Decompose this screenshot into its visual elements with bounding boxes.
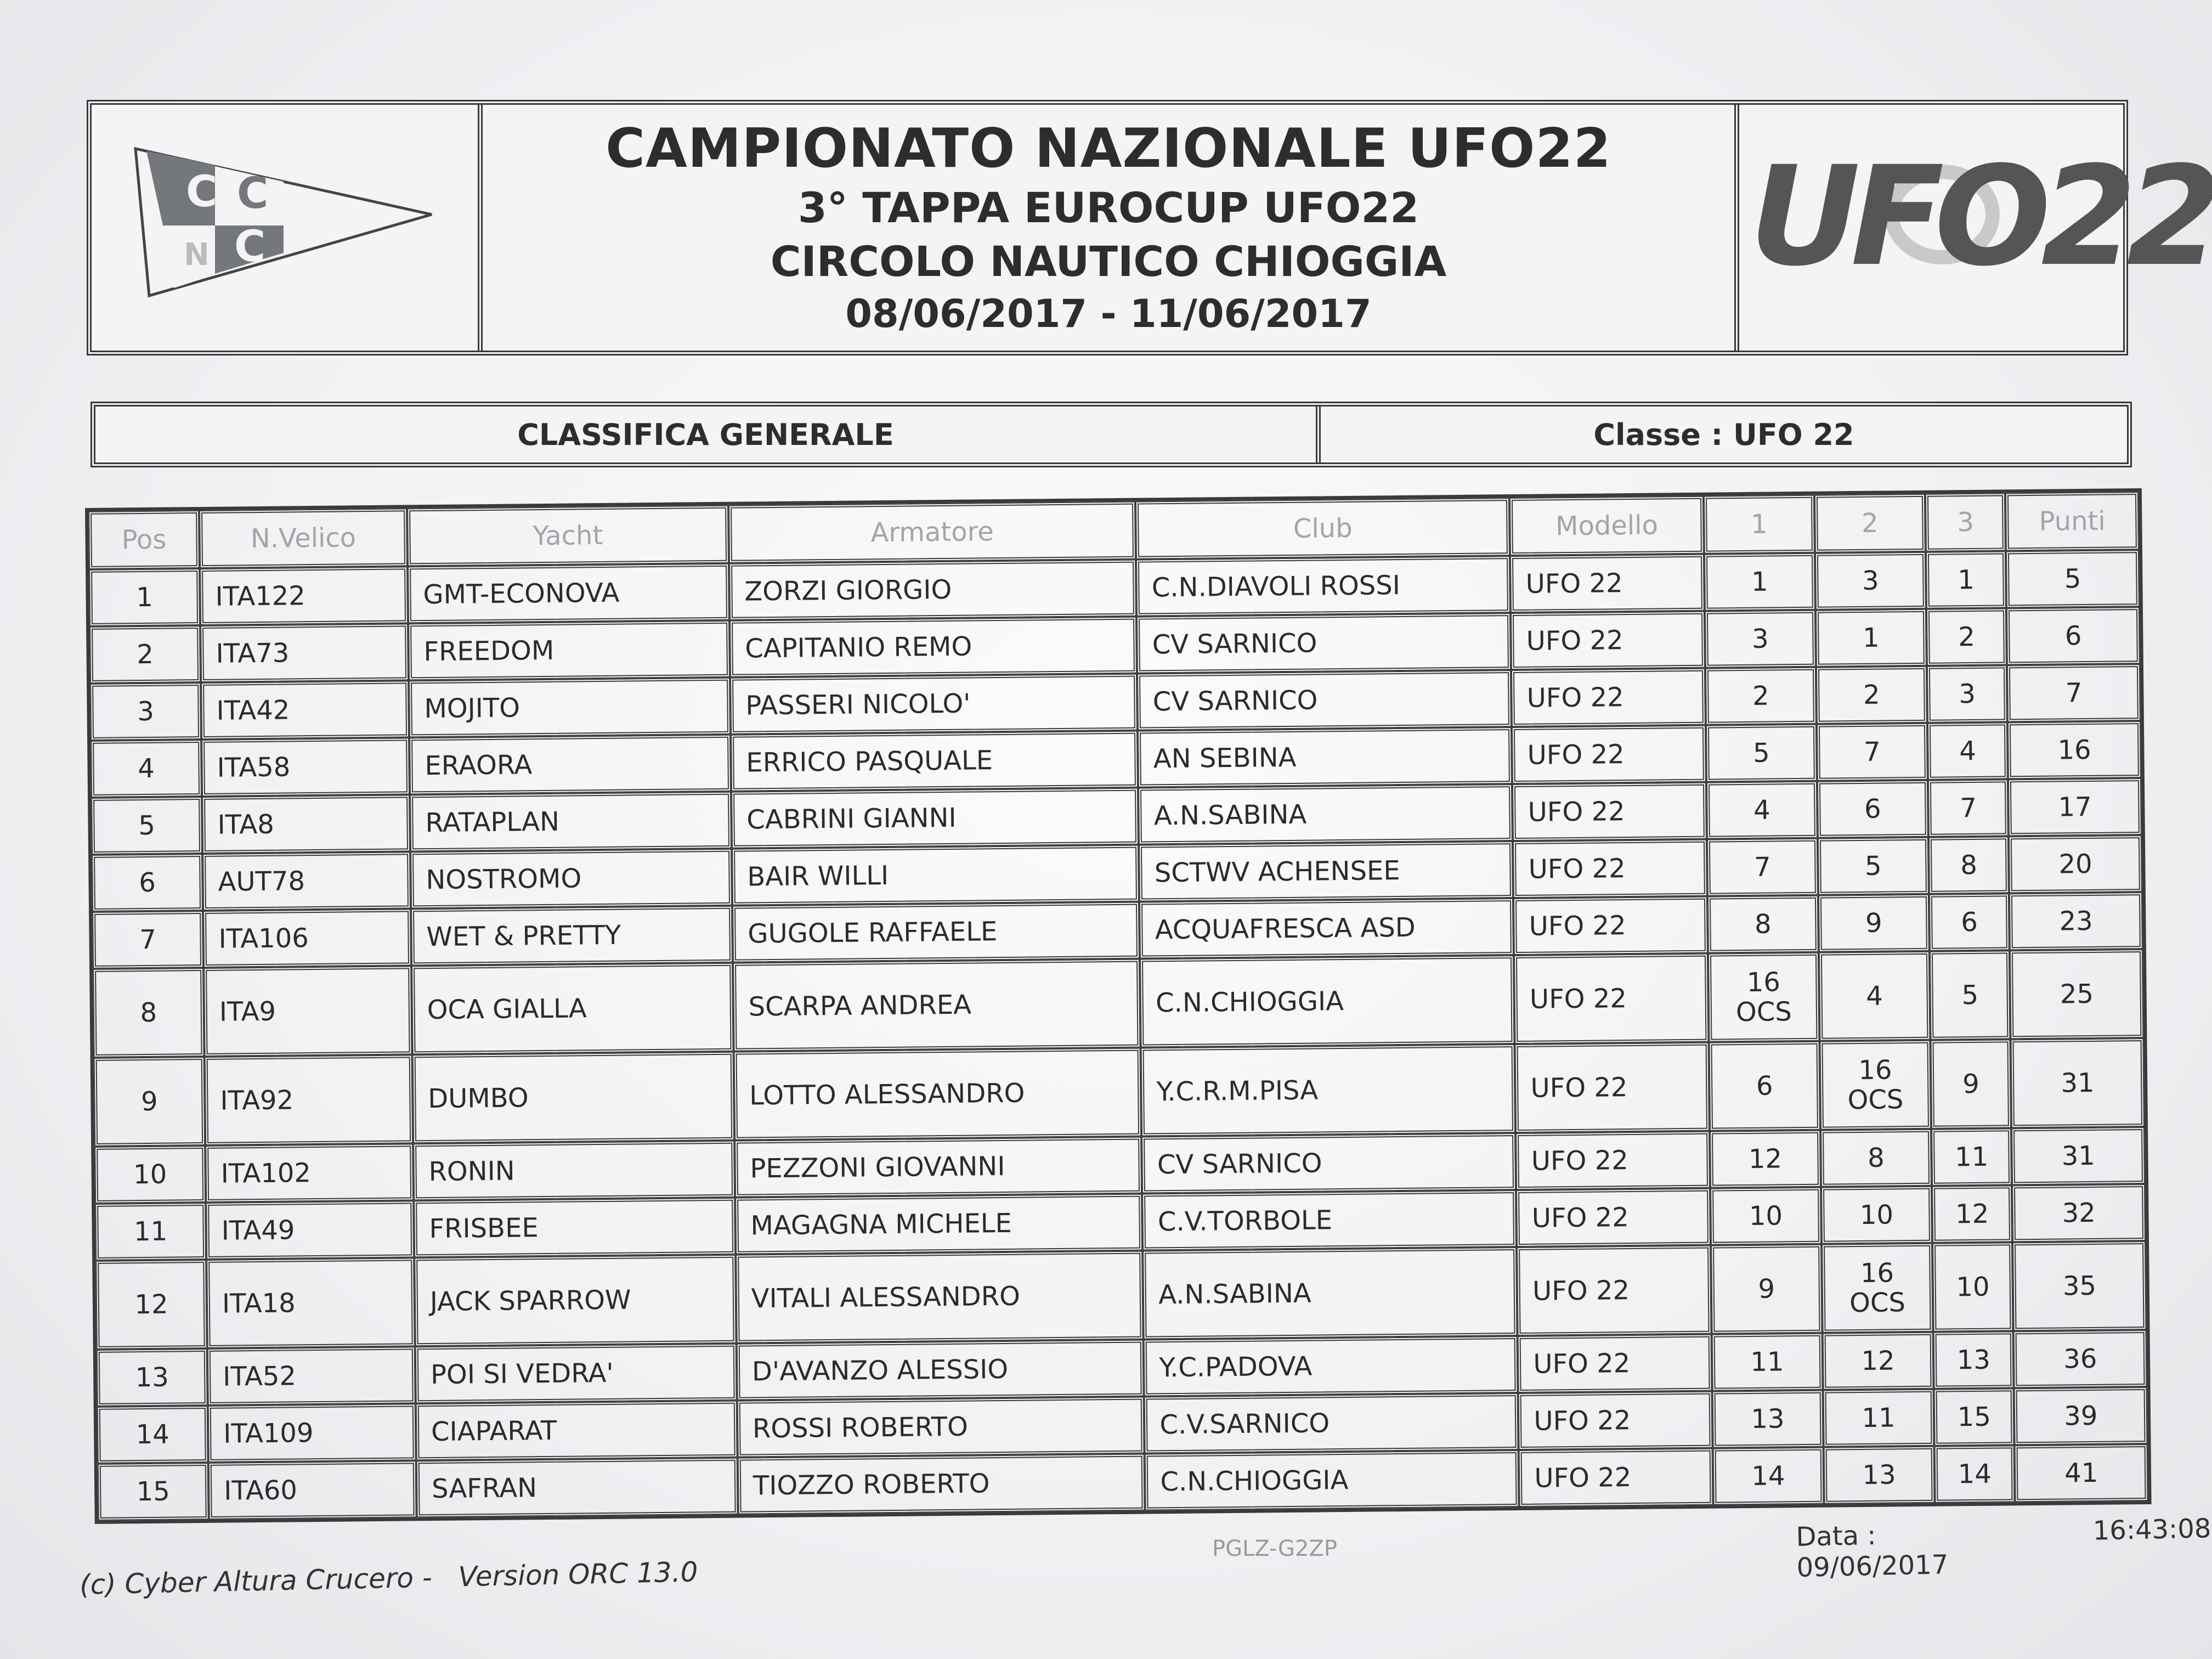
cell-pos: 3: [90, 682, 201, 741]
cell-race-3: 13: [1933, 1331, 2014, 1389]
cell-sail-number: ITA60: [208, 1460, 417, 1520]
organizer-name: CIRCOLO NAUTICO CHIOGGIA: [770, 237, 1447, 286]
cell-race-1: 3: [1705, 610, 1816, 668]
cell-race-1: 2: [1705, 667, 1817, 725]
cell-race-3: 7: [1928, 779, 2009, 837]
cell-race-2: [1821, 1243, 1933, 1333]
cell-model: UFO 22: [1514, 953, 1708, 1044]
print-timestamp: [1796, 1513, 2212, 1583]
results-table-wrapper: [85, 488, 2179, 1524]
cell-club: CV SARNICO: [1136, 613, 1511, 674]
cell-yacht: SAFRAN: [416, 1458, 738, 1518]
cell-race-1: 8: [1707, 895, 1819, 953]
cell-race-3: 3: [1927, 665, 2007, 723]
cell-sail-number: ITA18: [206, 1257, 415, 1348]
cell-race-2: 6: [1817, 780, 1928, 838]
cell-race-2: 8: [1820, 1129, 1932, 1187]
column-header-points: Punti: [2005, 492, 2139, 551]
cell-owner: ERRICO PASQUALE: [731, 731, 1139, 792]
cell-sail-number: ITA73: [200, 623, 409, 682]
cell-points: 32: [2012, 1184, 2146, 1242]
cell-race-2: 2: [1816, 666, 1927, 724]
cell-owner: PEZZONI GIOVANNI: [734, 1137, 1142, 1198]
cell-pos: 1: [89, 568, 200, 627]
column-header-yacht: Yacht: [407, 505, 729, 567]
cell-points: 25: [2010, 949, 2143, 1039]
cell-yacht: CIAPARAT: [416, 1401, 738, 1461]
cell-pos: 8: [93, 968, 205, 1058]
cell-sail-number: ITA49: [206, 1200, 414, 1260]
championship-title: CAMPIONATO NAZIONALE UFO22: [606, 117, 1611, 180]
cell-owner: CABRINI GIANNI: [731, 788, 1139, 849]
cell-model: UFO 22: [1512, 725, 1706, 784]
cell-club: C.V.TORBOLE: [1142, 1190, 1517, 1251]
cell-yacht: RONIN: [413, 1141, 735, 1201]
cell-owner: ROSSI ROBERTO: [737, 1397, 1145, 1458]
cell-pos: 12: [95, 1260, 207, 1350]
cell-model: UFO 22: [1511, 668, 1706, 727]
svg-text:C: C: [237, 169, 269, 218]
column-header-pos: Pos: [88, 510, 200, 569]
cell-sail-number: ITA58: [201, 737, 410, 797]
cell-race-3: 1: [1926, 551, 2006, 608]
cell-sail-number: ITA92: [205, 1054, 413, 1146]
cell-sail-number: ITA9: [203, 966, 412, 1057]
cell-model: UFO 22: [1511, 611, 1705, 670]
cell-club: AN SEBINA: [1138, 727, 1512, 788]
cell-race-3: 10: [1932, 1242, 2013, 1331]
ranking-title: CLASSIFICA GENERALE: [95, 407, 1321, 462]
cell-club: Y.C.PADOVA: [1144, 1336, 1518, 1397]
championship-title-block: [483, 105, 1739, 351]
cell-yacht: WET & PRETTY: [411, 906, 733, 966]
cell-points: 39: [2014, 1387, 2148, 1445]
cell-race-1: 11: [1711, 1333, 1823, 1391]
cell-race-1: 13: [1712, 1390, 1823, 1448]
print-time: 16:43:08: [2092, 1513, 2211, 1547]
cell-owner: TIOZZO ROBERTO: [738, 1454, 1146, 1515]
cell-yacht: RATAPLAN: [410, 792, 732, 852]
cell-race-1: 12: [1710, 1130, 1821, 1188]
cell-model: UFO 22: [1512, 782, 1707, 841]
cell-race-2: 12: [1823, 1332, 1934, 1390]
cell-points: 6: [2006, 607, 2140, 665]
cell-pos: 6: [92, 854, 203, 912]
cell-points: 31: [2011, 1127, 2145, 1185]
cell-points: 5: [2006, 550, 2140, 608]
cell-sail-number: ITA109: [208, 1403, 416, 1463]
cell-race-1: 6: [1708, 1041, 1820, 1131]
results-table-body: [89, 550, 2148, 1521]
cell-race-3: 12: [1932, 1185, 2012, 1243]
ranking-section-bar: [90, 402, 2132, 467]
cell-yacht: DUMBO: [412, 1052, 734, 1144]
svg-text:N: N: [184, 237, 210, 273]
cell-club: A.N.SABINA: [1138, 784, 1513, 845]
cell-club: ACQUAFRESCA ASD: [1139, 898, 1514, 959]
ufo22-logo-icon: [1745, 137, 2212, 308]
penalty-code: OCS: [1735, 996, 1792, 1028]
cell-sail-number: ITA42: [201, 680, 409, 740]
column-header-race-1: 1: [1704, 495, 1815, 554]
cell-sail-number: ITA122: [200, 566, 408, 625]
cell-points: 36: [2013, 1330, 2147, 1388]
cell-yacht: JACK SPARROW: [414, 1255, 736, 1347]
cell-pos: 15: [98, 1463, 209, 1521]
cell-sail-number: ITA102: [205, 1143, 414, 1203]
cell-race-2: [1819, 1040, 1931, 1130]
cell-points: 17: [2008, 778, 2142, 836]
results-table: [85, 488, 2152, 1524]
cell-owner: GUGOLE RAFFAELE: [732, 902, 1140, 963]
cell-yacht: OCA GIALLA: [411, 963, 733, 1055]
cell-owner: PASSERI NICOLO': [730, 674, 1138, 735]
cell-points: 41: [2015, 1444, 2148, 1502]
cell-points: 31: [2011, 1038, 2145, 1128]
cell-club: C.N.CHIOGGIA: [1140, 955, 1514, 1048]
ufo22-brand-logo: [1739, 105, 2212, 351]
cell-yacht: FREEDOM: [408, 620, 730, 681]
cell-race-1: 4: [1706, 781, 1818, 839]
cell-race-2: 4: [1819, 951, 1931, 1041]
column-header-model: Modello: [1509, 496, 1704, 556]
cell-owner: BAIR WILLI: [732, 845, 1140, 906]
cell-model: UFO 22: [1516, 1188, 1711, 1247]
cell-model: UFO 22: [1513, 839, 1707, 898]
cell-owner: LOTTO ALESSANDRO: [733, 1048, 1141, 1141]
cell-race-3: 2: [1926, 608, 2007, 665]
cell-club: C.N.CHIOGGIA: [1145, 1450, 1519, 1511]
cell-pos: 14: [97, 1406, 208, 1464]
cell-points: 35: [2012, 1241, 2146, 1331]
cell-sail-number: ITA52: [207, 1346, 416, 1406]
cell-points: 23: [2009, 892, 2143, 950]
cell-race-3: 8: [1928, 836, 2009, 894]
cell-yacht: GMT-ECONOVA: [408, 563, 729, 624]
column-header-club: Club: [1135, 498, 1510, 560]
cell-race-2: 11: [1823, 1389, 1934, 1447]
cell-sail-number: ITA106: [203, 909, 411, 968]
cell-race-3: 14: [1934, 1445, 2015, 1503]
cell-club: C.N.DIAVOLI ROSSI: [1136, 556, 1511, 617]
column-header-race-3: 3: [1925, 493, 2006, 551]
svg-text:UFO22: UFO22: [1749, 137, 2212, 296]
cell-race-2: 7: [1817, 723, 1928, 781]
race-score: 16: [1860, 1257, 1894, 1289]
cell-race-1: 10: [1710, 1187, 1821, 1245]
cell-race-1: 7: [1707, 838, 1818, 896]
cell-pos: 13: [97, 1348, 208, 1407]
penalty-code: OCS: [1849, 1287, 1906, 1319]
header-box: [87, 100, 2212, 356]
cell-race-3: 5: [1930, 950, 2011, 1040]
cell-pos: 5: [91, 797, 202, 855]
cell-points: 7: [2007, 664, 2141, 722]
cell-club: A.N.SABINA: [1142, 1247, 1517, 1340]
svg-text:C: C: [186, 167, 218, 217]
cell-points: 16: [2007, 721, 2141, 779]
cell-club: CV SARNICO: [1137, 670, 1512, 731]
stage-subtitle: 3° TAPPA EUROCUP UFO22: [797, 183, 1419, 232]
race-score: 16: [1858, 1054, 1892, 1086]
software-credit: (c) Cyber Altura Crucero - Version ORC 13.0: [79, 1556, 698, 1601]
cell-model: UFO 22: [1513, 896, 1708, 955]
cell-pos: 11: [95, 1203, 206, 1261]
cell-race-2: 3: [1815, 552, 1926, 610]
column-header-race-2: 2: [1814, 494, 1926, 553]
cell-owner: MAGAGNA MICHELE: [735, 1194, 1143, 1255]
cell-yacht: POI SI VEDRA': [415, 1344, 737, 1404]
cell-race-3: 6: [1929, 893, 2010, 951]
burgee-flag-icon: [125, 138, 465, 319]
cell-model: UFO 22: [1518, 1334, 1712, 1393]
event-dates: 08/06/2017 - 11/06/2017: [845, 291, 1372, 336]
cell-race-1: [1708, 952, 1820, 1042]
cell-owner: D'AVANZO ALESSIO: [737, 1340, 1145, 1401]
cell-yacht: FRISBEE: [414, 1198, 736, 1258]
cell-race-2: 1: [1815, 609, 1927, 667]
cell-race-1: 9: [1711, 1244, 1823, 1334]
cell-race-1: 5: [1706, 724, 1817, 782]
cell-club: SCTWV ACHENSEE: [1139, 841, 1513, 902]
cell-race-3: 9: [1930, 1039, 2011, 1128]
penalty-code: OCS: [1847, 1084, 1904, 1116]
column-header-owner: Armatore: [728, 501, 1136, 563]
cell-race-3: 15: [1934, 1388, 2015, 1446]
cell-owner: VITALI ALESSANDRO: [736, 1251, 1144, 1344]
cell-sail-number: ITA8: [202, 794, 410, 854]
cell-race-1: 14: [1712, 1447, 1824, 1505]
cell-model: UFO 22: [1517, 1245, 1711, 1336]
class-label: Classe : UFO 22: [1593, 417, 1854, 452]
cell-pos: 9: [94, 1057, 206, 1147]
cell-club: Y.C.R.M.PISA: [1141, 1044, 1515, 1137]
cell-owner: ZORZI GIORGIO: [729, 560, 1137, 620]
cell-race-3: 4: [1927, 722, 2008, 780]
cell-race-2: 10: [1821, 1186, 1932, 1244]
cell-pos: 10: [94, 1146, 206, 1204]
race-score: 16: [1746, 967, 1781, 998]
cell-pos: 2: [89, 625, 201, 684]
cell-yacht: ERAORA: [409, 735, 731, 795]
cell-race-2: 9: [1818, 894, 1930, 952]
cell-sail-number: AUT78: [202, 851, 411, 911]
column-header-sail-number: N.Velico: [199, 508, 408, 568]
cell-pos: 7: [92, 911, 203, 969]
cell-model: UFO 22: [1518, 1391, 1713, 1450]
cell-points: 20: [2009, 835, 2142, 893]
cell-yacht: NOSTROMO: [410, 849, 732, 909]
cell-model: UFO 22: [1519, 1448, 1713, 1507]
cell-owner: SCARPA ANDREA: [733, 959, 1141, 1052]
cell-club: CV SARNICO: [1141, 1133, 1516, 1194]
cell-race-3: 11: [1931, 1128, 2012, 1186]
cell-pos: 4: [90, 740, 202, 798]
cell-model: UFO 22: [1515, 1131, 1710, 1190]
cell-yacht: MOJITO: [409, 678, 731, 738]
cell-model: UFO 22: [1515, 1042, 1710, 1133]
cell-race-2: 5: [1818, 837, 1929, 895]
cell-race-2: 13: [1824, 1446, 1935, 1504]
cell-race-1: 1: [1704, 553, 1815, 611]
cell-club: C.V.SARNICO: [1144, 1393, 1519, 1454]
cell-owner: CAPITANIO REMO: [729, 617, 1138, 678]
print-date: Data : 09/06/2017: [1795, 1520, 1949, 1583]
club-burgee-logo: [92, 105, 483, 351]
document-code: PGLZ-G2ZP: [1212, 1536, 1337, 1561]
svg-text:C: C: [234, 222, 266, 272]
cell-model: UFO 22: [1510, 554, 1705, 613]
